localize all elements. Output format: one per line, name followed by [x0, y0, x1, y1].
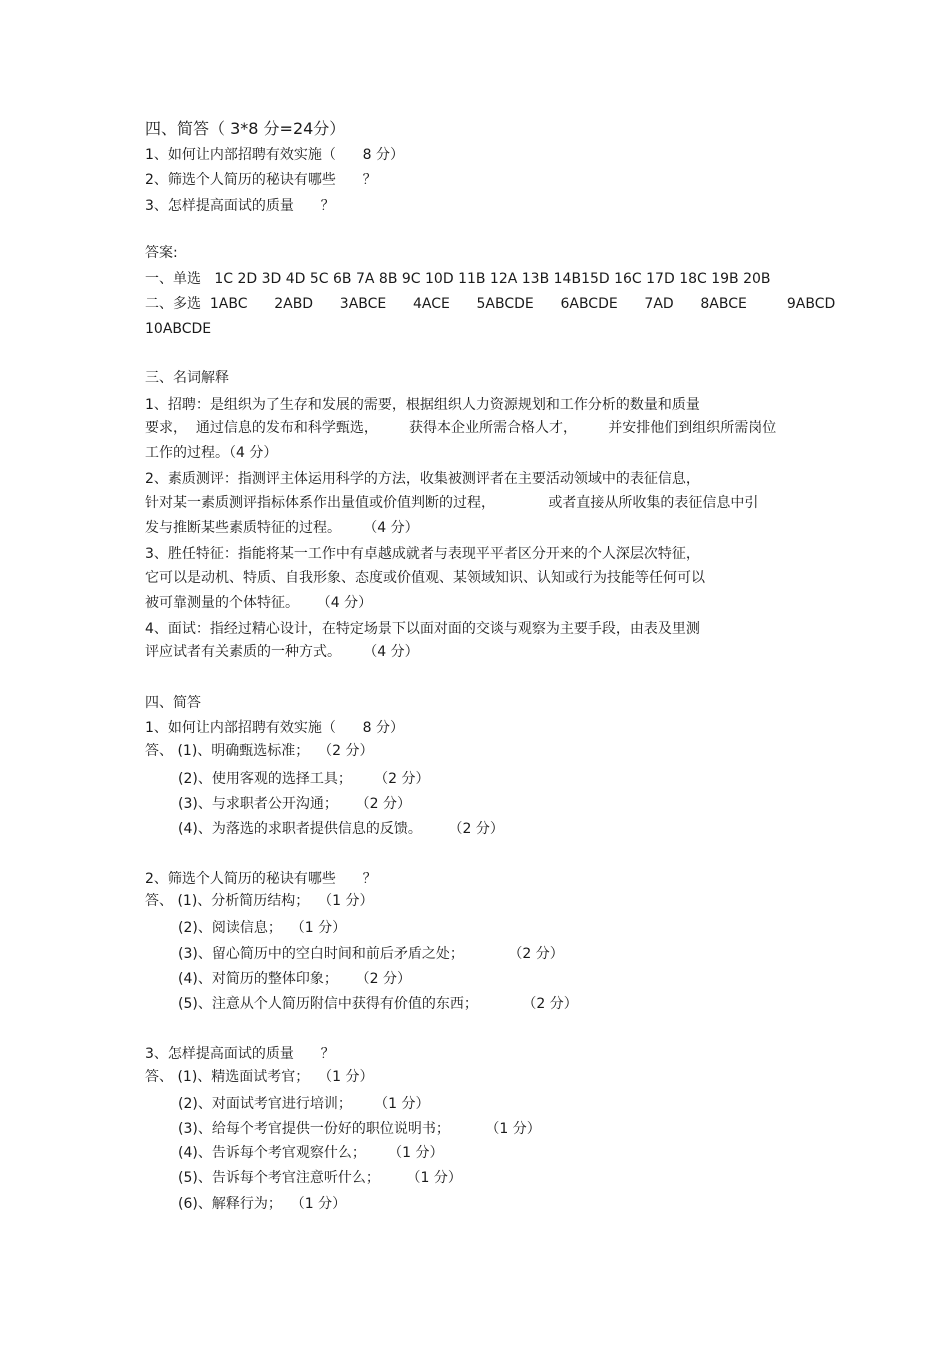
- multi-choice-answers-cont: 10ABCDE: [145, 321, 212, 337]
- sa-answer-1-item: 答、 (1)、明确甄选标准； （2 分）: [145, 743, 374, 759]
- short-answers-heading: 四、简答: [145, 695, 201, 711]
- sa-answer-2-item: (2)、阅读信息； （1 分）: [178, 920, 347, 936]
- sa-answer-3-item: (2)、对面试考官进行培训； （1 分）: [178, 1096, 430, 1112]
- term-recruit-line: 要求， 通过信息的发布和科学甄选， 获得本企业所需合格人才， 并安排他们到组织所需岗位: [145, 420, 777, 436]
- term-interview-line: 评应试者有关素质的一种方式。 （4 分）: [145, 644, 419, 660]
- term-assessment-line: 发与推断某些素质特征的过程。 （4 分）: [145, 520, 419, 536]
- sa-answer-2-item: 答、 (1)、分析简历结构； （1 分）: [145, 893, 374, 909]
- term-assessment-line: 针对某一素质测评指标体系作出量值或价值判断的过程， 或者直接从所收集的表征信息中引: [145, 495, 759, 511]
- sa-answer-3-item: (5)、告诉每个考官注意听什么； （1 分）: [178, 1170, 462, 1186]
- term-competency-line: 它可以是动机、特质、自我形象、态度或价值观、某领域知识、认知或行为技能等任何可以: [145, 570, 705, 586]
- term-recruit-line: 1、招聘：是组织为了生存和发展的需要，根据组织人力资源规划和工作分析的数量和质量: [145, 397, 700, 413]
- term-competency-line: 3、胜任特征：指能将某一工作中有卓越成就者与表现平平者区分开来的个人深层次特征，: [145, 546, 700, 562]
- section4-heading: 四、简答（ 3*8 分=24分）: [145, 119, 346, 138]
- sa-answer-3-item: 答、 (1)、精选面试考官； （1 分）: [145, 1069, 374, 1085]
- sa-answer-1-item: (3)、与求职者公开沟通； （2 分）: [178, 796, 411, 812]
- term-interview-line: 4、面试：指经过精心设计，在特定场景下以面对面的交谈与观察为主要手段，由表及里测: [145, 621, 700, 637]
- question-1: 1、如何让内部招聘有效实施（ 8 分）: [145, 147, 404, 163]
- multi-choice-answers: 二、多选 1ABC 2ABD 3ABCE 4ACE 5ABCDE 6ABCDE 7AD 8ABCE 9ABCD: [145, 296, 836, 312]
- sa-answer-3-item: (6)、解释行为； （1 分）: [178, 1196, 347, 1212]
- terms-heading: 三、名词解释: [145, 370, 229, 386]
- sa-question-2: 2、筛选个人简历的秘诀有哪些 ？: [145, 871, 377, 887]
- answers-label: 答案:: [145, 245, 178, 261]
- term-competency-line: 被可靠测量的个体特征。 （4 分）: [145, 595, 373, 611]
- sa-answer-2-item: (4)、对简历的整体印象； （2 分）: [178, 971, 411, 987]
- sa-answer-2-item: (3)、留心简历中的空白时间和前后矛盾之处； （2 分）: [178, 946, 564, 962]
- sa-answer-1-item: (4)、为落选的求职者提供信息的反馈。 （2 分）: [178, 821, 504, 837]
- sa-answer-1-item: (2)、使用客观的选择工具； （2 分）: [178, 771, 430, 787]
- sa-question-3: 3、怎样提高面试的质量 ？: [145, 1046, 335, 1062]
- sa-answer-3-item: (3)、给每个考官提供一份好的职位说明书； （1 分）: [178, 1121, 541, 1137]
- question-3: 3、怎样提高面试的质量 ？: [145, 198, 335, 214]
- term-recruit-line: 工作的过程。（4 分）: [145, 445, 278, 461]
- question-2: 2、筛选个人简历的秘诀有哪些 ？: [145, 172, 377, 188]
- single-choice-answers: 一、单选 1C 2D 3D 4D 5C 6B 7A 8B 9C 10D 11B 12A 13B 14B15D 16C 17D 18C 19B 20B: [145, 271, 771, 287]
- term-assessment-line: 2、素质测评：指测评主体运用科学的方法，收集被测评者在主要活动领域中的表征信息，: [145, 471, 700, 487]
- sa-question-1: 1、如何让内部招聘有效实施（ 8 分）: [145, 720, 404, 736]
- sa-answer-2-item: (5)、注意从个人简历附信中获得有价值的东西； （2 分）: [178, 996, 578, 1012]
- sa-answer-3-item: (4)、告诉每个考官观察什么； （1 分）: [178, 1145, 444, 1161]
